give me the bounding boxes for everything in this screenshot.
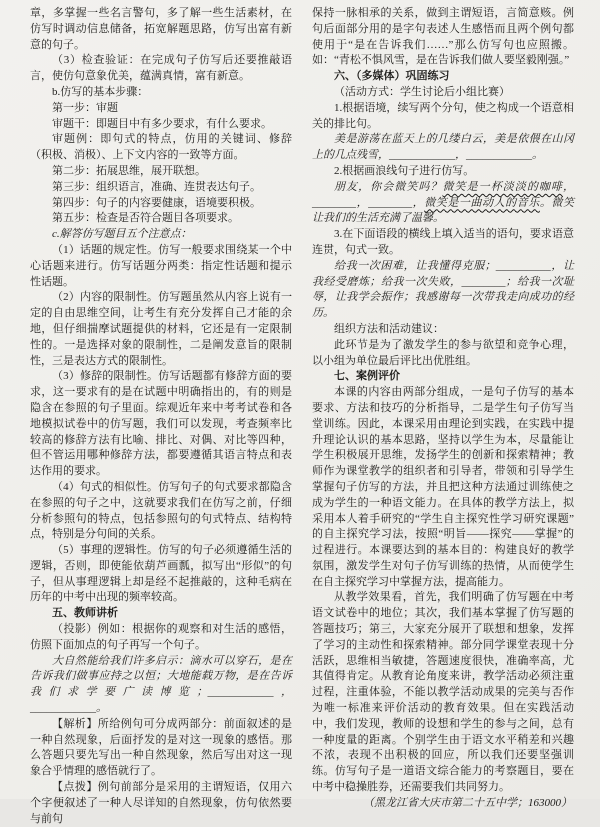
paragraph-continuation: 章，多掌握一些名言警句，多了解一些生活素材，在仿写时调动信息储备，拓宽解题思路，仿写出富有新意的句子。 [30, 7, 292, 51]
step-3: 第三步：组织语言，准确、连贯表达句子。 [52, 180, 261, 193]
subheading-five-points: c.解答仿写题目五个注意点： [52, 228, 192, 241]
step-5: 第五步：检查是否符合题目各项要求。 [52, 212, 239, 225]
exercise-2-tail: 。微笑让我们的生活充满了温馨。 [312, 196, 574, 225]
paragraph-analysis: 【解析】所给例句可分成两部分：前面叙述的是一种自然现象，后面抒发的是对这一现象的感悟。那么答题只要先写出一种自然现象，然后写出对这一现象合乎情理的感悟就行了。 [30, 717, 292, 778]
paragraph-check-verify: （3）检查验证：在完成句子仿写后还要推敲语言，使仿句意象优美，蕴满真情，富有新意。 [30, 54, 292, 83]
exercise-2-wavy-clause-2: 微笑是一曲动人的音乐 [424, 196, 540, 209]
example-sentence-nature: 大自然能给我们许多启示：滴水可以穿石，是在告诉我们做事应持之以恒；大地能载万物，是在告诉我们求学要广读博览；____________，____________。 [30, 654, 292, 715]
case-evaluation-paragraph-1: 本课的内容由两部分组成，一是句子仿写的基本要求、方法和技巧的分析指导，二是学生句子仿写当堂训练。因此，本课采用由理论到实践，在实践中提升理论认识的基本思路，坚持以学生为本，尽量能让学生积极展开思维，发扬学生的创新和探索精神；教师作为课堂教学的组织者和引导者，带领和引导学生掌握句子仿写的方法，并且把这种方法通过训练使之成为学生的一种语文能力。在具体的教学方法上，拟采用本人着手研究的“学生自主探究性学习研究课题”的自主探究学习法，按照“明旨——探究——掌握”的过程进行。本课要达到的基本目的：构建良好的教学氛围，激发学生对句子仿写训练的热情，从而使学生在自主探究学习中掌握方法，提高能力。 [312, 386, 574, 588]
step-2: 第二步：拓展思维，展开联想。 [52, 164, 206, 177]
exercise-2-prompt: 2.根据画浪线句子进行仿写。 [334, 164, 475, 177]
step-1: 第一步：审题 [52, 101, 118, 114]
step-1-detail-stem: 审题干：即题目中有多少要求，有什么要求。 [52, 117, 272, 130]
paragraph-tips: 【点拨】例句前部分是采用的主谓短语，仅用六个字便叙述了一种人尽详知的自然现象，仿句依然要与前句 [30, 781, 292, 825]
paragraph-tips-continuation: 保持一脉相承的关系，做到主谓短语，言简意赅。例句后面部分用的是字句表述人生感悟而且两个例句都使用于“是在告诉我们……”那么仿写句也应照搬。如：“青松不惧风雪，是在告诉我们做人要坚毅刚强。” [312, 7, 574, 67]
heading-section-7-case-evaluation: 七、案例评价 [334, 370, 400, 383]
step-1-detail-example: 审题例：即句式的特点，仿用的关键词、修辞（积极、消极）、上下文内容的一致等方面。 [30, 133, 292, 162]
exercise-2-lead: 朋友，你会微笑吗？ [334, 180, 443, 193]
organization-advice-text: 此环节是为了激发学生的参与欲望和竞争心理，以小组为单位最后评比出优胜组。 [312, 338, 574, 367]
exercise-1-sentence: 美是游荡在蓝天上的几缕白云，美是依偎在山冈上的几点残雪，____________，____________。 [312, 133, 574, 162]
exercise-1-prompt: 1.根据语境，续写两个分句，使之构成一个语意相关的排比句。 [312, 101, 574, 130]
point-1-topic: （1）话题的规定性。仿写一般要求围绕某一个中心话题来进行。仿写话题分两类：指定性话题和提示性话题。 [30, 243, 292, 288]
point-2-content: （2）内容的限制性。仿写题虽然从内容上说有一定的自由思维空间，让考生有充分发挥自己才能的余地，但仔细揣摩试题提供的材料，它还是有一定限制性的。一是选择对象的限制性，二是阐发意旨的限制性，三是表达方式的限制性。 [30, 291, 292, 367]
exercise-2-sentence [312, 180, 574, 227]
heading-section-5-teacher-analysis: 五、教师讲析 [52, 607, 118, 620]
exercise-2-blanks: ，________，________， [312, 180, 575, 209]
point-3-rhetoric: （3）修辞的限制性。仿写话题都有修辞方面的要求，这一要求有的是在试题中明确指出的，有的则是隐含在参照的句子里面。综观近年来中考考试卷和各地模拟试卷中的仿写题，我们可以发现，考查频率比较高的修辞方法有比喻、排比、对偶、对比等四种，但不管运用哪种修辞方法，都要遵循其语言特点和表达作用的要求。 [30, 370, 292, 478]
right-column [312, 6, 575, 809]
heading-section-6-practice: 六、（多媒体）巩固练习 [334, 70, 450, 83]
exercise-3-sentence: 给我一次困难，让我懂得克服；__________，让我经受磨炼；给我一次失败，________；给我一次耻辱，让我学会振作；我感谢每一次带我走向成功的经历。 [312, 259, 574, 320]
exercise-2-wavy-clause-1: 微笑是一杯淡淡的咖啡 [442, 180, 564, 193]
organization-advice-label: 组织方法和活动建议： [334, 322, 444, 335]
school-source-line: （黑龙江省大庆市第二十五中学；163000） [363, 796, 572, 809]
projection-example-prompt: （投影）例如：根据你的观察和对生活的感悟，仿照下面加点的句子再写一个句子。 [30, 623, 292, 651]
subheading-basic-steps: b.仿写的基本步骤： [52, 85, 149, 98]
step-4: 第四步：句子的内容要健康，语境要积极。 [52, 196, 261, 209]
point-5-logic: （5）事理的逻辑性。仿写的句子必须遵循生活的逻辑，否则，即使能依葫芦画瓢，拟写出“形似”的句子，但从事理逻辑上却是经不起推敲的，这种毛病在历年的中考中出现的频率较高。 [30, 544, 292, 604]
case-evaluation-paragraph-2: 从教学效果看，首先，我们明确了仿写题在中考语文试卷中的地位；其次，我们基本掌握了仿写题的答题技巧；第三，大家充分展开了联想和想象，发挥了学习的主动性和探索精神。部分同学课堂表现十分活跃，思维相当敏捷，答题速度很快，准确率高，尤其值得肯定。从教育论角度来讲，教学活动必须注重过程，注重体验，不能以教学活动成果的完美与否作为唯一标准来评价活动的教育效果。但在实践活动中，我们发现，教师的设想和学生的参与之间，总有一种度量的距离。个别学生由于语文水平稍差和兴趣不浓，表现不出积极的回应，所以我们还要坚强训练。仿写句子是一道语文综合能力的考察题目，要在中考中稳操胜券，还需要我们共同努力。 [312, 591, 574, 794]
point-4-structure: （4）句式的相似性。仿写句子的句式要求都隐含在参照的句子之中，这就要求我们在仿写之前，仔细分析参照句的特点，包括参照句的句式特点、结构特点，特别是分句间的关系。 [30, 480, 292, 541]
exercise-3-prompt: 3.在下面语段的横线上填入适当的语句，要求语意连贯，句式一致。 [312, 228, 574, 256]
activity-mode-note: （活动方式：学生讨论后小组比赛） [334, 85, 510, 98]
left-column [30, 6, 292, 825]
